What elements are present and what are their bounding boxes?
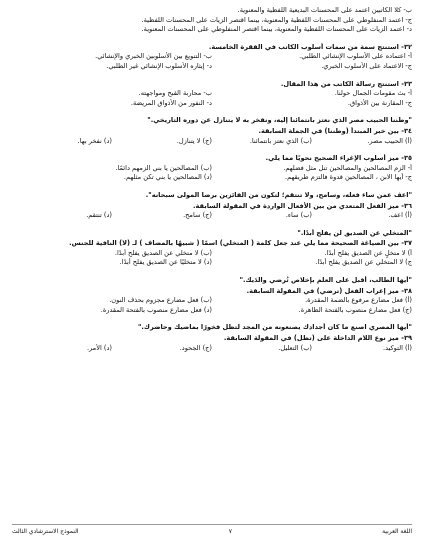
prev-option-b: ب- كلا الكاتبين اعتمد على المحسنات البديعية اللفظية والمعنوية. xyxy=(237,6,412,14)
quote-3: "المتخلي عن الصديق لن يفلح أبدًا." xyxy=(297,228,412,237)
question-38: ٣٨- ميز إعراب الفعل (ترضي) في المقولة السابقة. xyxy=(246,286,412,295)
footer-divider xyxy=(12,524,412,525)
q35-row-2 xyxy=(12,173,412,183)
question-32: ٣٢- استنتج سمة من سمات أسلوب الكاتب في الفقرة الخامسة. xyxy=(208,42,412,51)
q33-option-a[interactable]: أ- بث مقومات الجمال حولنا. xyxy=(334,89,412,98)
q32-option-b[interactable]: ب- التنويع بين الأسلوبين الخبري والإنشائي. xyxy=(95,52,212,61)
q39-option-c[interactable]: (ج) الجحود. xyxy=(179,343,212,352)
prev-option-d: د- اعتمد الزيات على المحسنات اللفظية والمعنوية، بينما اقتصر المنفلوطي على المحسنات المعنوية. xyxy=(141,25,412,34)
q36-option-a[interactable]: (أ) اعف. xyxy=(388,211,412,220)
question-36: ٣٦- ميز الفعل المتعدي من بين الأفعال الواردة في المقولة السابقة. xyxy=(192,201,412,210)
q37-row-1 xyxy=(12,249,412,259)
q37-option-c[interactable]: ج) لا المتخلي عن الصديق يفلح أبدًا. xyxy=(315,258,412,267)
q38-option-a[interactable]: (أ) فعل مضارع مرفوع بالضمة المقدرة. xyxy=(305,296,412,305)
q38-row-2 xyxy=(12,306,412,316)
q32-option-c[interactable]: ج- الاعتماد على الأسلوب الخبري. xyxy=(321,61,412,70)
q33-option-b[interactable]: ب- محاربة القبح ومواجهته. xyxy=(138,89,212,98)
q37-option-b[interactable]: (ب) لا متخلي عن الصديق يفلح أبدًا. xyxy=(114,248,212,257)
q36-option-b[interactable]: (ب) ساء. xyxy=(285,211,312,220)
q36-option-d[interactable]: (د) تنتقم. xyxy=(86,211,112,220)
footer-subject: اللغة العربية xyxy=(382,528,412,535)
q39-option-d[interactable]: (د) الأمر. xyxy=(86,343,112,352)
q38-option-d[interactable]: (د) فعل مضارع منصوب بالفتحة المقدرة. xyxy=(100,305,212,314)
q35-option-c[interactable]: ج- أيها الابن ، المصالحين قدوة فالتزم طريقهم. xyxy=(285,173,412,182)
q32-option-a[interactable]: أ- اعتماده على الأسلوب الإنشائي الطلبي. xyxy=(299,52,412,61)
q38-option-c[interactable]: (ج) فعل مضارع منصوب بالفتحة الظاهرة. xyxy=(298,305,412,314)
q37-option-a[interactable]: أ) لا متخلٍ عن الصديق يفلح أبدًا. xyxy=(324,248,412,257)
quote-4: "أيها الطالب، أقبل على العلم بإخلاص تُرضي والدَيك." xyxy=(239,276,412,285)
q34-option-c[interactable]: (ج) لا يتنازل. xyxy=(176,136,212,145)
q36-option-c[interactable]: (ج) سامح. xyxy=(183,211,212,220)
q35-row-1 xyxy=(12,164,412,174)
question-37: ٣٧- بين الصياغة الصحيحة مما يلي عند جعل كلمة ( المتخلي) اسمًا ( شبيهًا بالمضاف ) لـ (لا) النافية للجنس. xyxy=(69,239,412,248)
q33-option-d[interactable]: د- النفور من الأذواق المريضة. xyxy=(130,98,212,107)
footer-page-number: ٧ xyxy=(228,528,232,535)
q35-option-b[interactable]: (ب) المصالحين يا بني الزمهم دائمًا. xyxy=(115,163,212,172)
q33-row-1 xyxy=(12,89,412,99)
q38-option-b[interactable]: (ب) فعل مضارع مجزوم بحذف النون. xyxy=(109,296,212,305)
q32-row-1 xyxy=(12,52,412,62)
q32-row-2 xyxy=(12,62,412,72)
question-33: ٣٣- استنتج رسالة الكاتب من هذا المقال. xyxy=(280,79,412,88)
q35-option-a[interactable]: أ- الزم المصالحين والمصالحين تنل مثل فضلهم. xyxy=(283,163,412,172)
q39-option-b[interactable]: (ب) التعليل. xyxy=(278,343,312,352)
q34-option-a[interactable]: (أ) الحبيب مصر. xyxy=(367,136,412,145)
q34-option-b[interactable]: (ب) الذي نعتز بانتمائنا. xyxy=(249,136,312,145)
q34-options xyxy=(12,137,412,147)
question-34: ٣٤- بين خبر المبتدأ (وطننا) في الجملة السابقة. xyxy=(258,126,412,135)
page-footer xyxy=(12,527,412,537)
q35-option-d[interactable]: (د) المصالحين يا بني تكن مثلهم. xyxy=(123,173,212,182)
q37-option-d[interactable]: (د) لا متخليًا عن الصديق يفلح أبدًا. xyxy=(119,258,212,267)
footer-model-name: النموذج الاسترشادي الثالث xyxy=(12,528,79,535)
quote-2: "اعف عمن ساء فعله، وسامح، ولا تنتقم؛ لتكون من الفائزين برضا المولى سبحانه". xyxy=(145,190,412,199)
question-35: ٣٥- ميز أسلوب الإغراء الصحيح نحويًا مما يلي. xyxy=(265,154,412,163)
q33-row-2 xyxy=(12,99,412,109)
q32-option-d[interactable]: د- إيثاره الأسلوب الإنشائي غير الطلبي. xyxy=(106,61,212,70)
q38-row-1 xyxy=(12,296,412,306)
prev-option-c: ج- اعتمد المنفلوطي على المحسنات اللفظية والمعنوية، بينما اقتصر الزيات على المحسنات اللفظية. xyxy=(141,15,412,24)
q37-row-2 xyxy=(12,258,412,268)
q36-options xyxy=(12,211,412,221)
q34-option-d[interactable]: (د) نفخر بها. xyxy=(77,136,112,145)
q33-option-c[interactable]: ج- المقارنة بين الأذواق. xyxy=(347,98,412,107)
quote-5: "أيها المصري اصنع ما كان أجدادك يصنعونه من المجد لتظل فخورًا بماضيك وحاضرك." xyxy=(137,323,412,332)
quote-1: "وطننا الحبيب مصر الذي نعتز بانتمائنا إليه، ونفخر به لا يتنازل عن دوره التاريخي." xyxy=(147,116,412,125)
question-39: ٣٩- ميز نوع اللام الداخلة على (تظل) في المقولة السابقة. xyxy=(223,334,412,343)
q39-options xyxy=(12,344,412,354)
q39-option-a[interactable]: (أ) التوكيد. xyxy=(383,343,412,352)
